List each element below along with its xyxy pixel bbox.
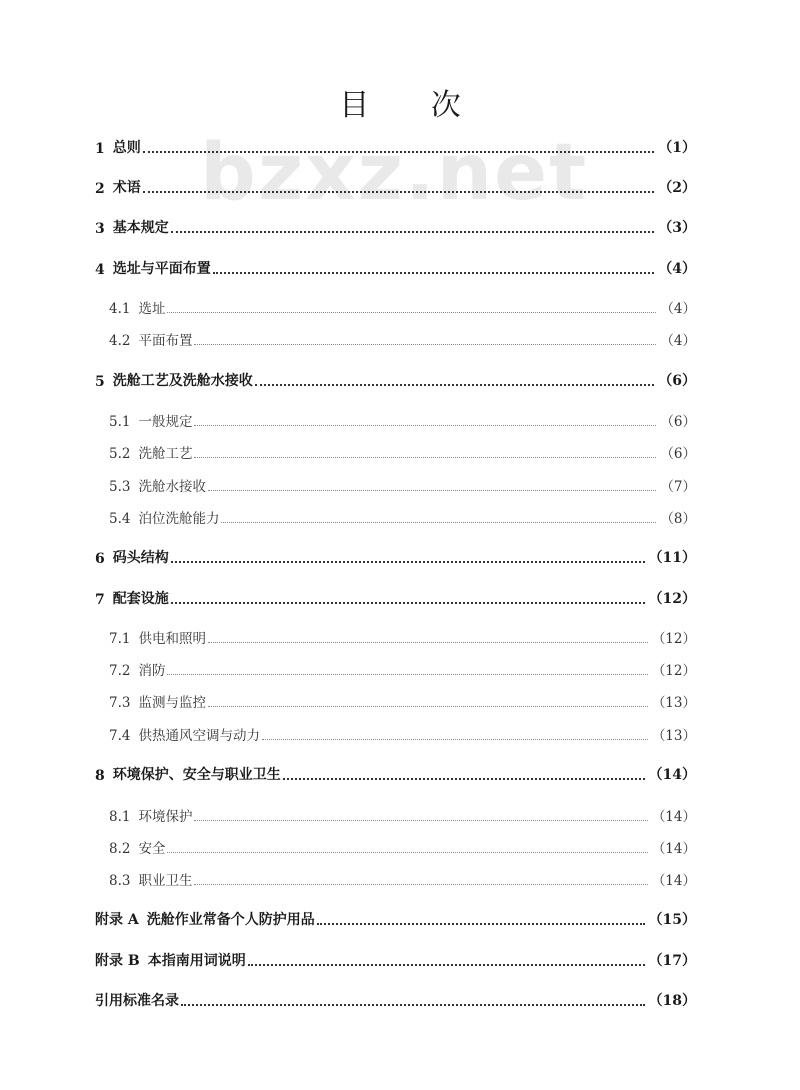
entry-label: 基本规定 [112, 220, 169, 236]
entry-page: （12） [651, 631, 696, 647]
toc-entry-8[interactable] [95, 764, 696, 784]
entry-number: 3 [95, 221, 105, 237]
entry-label: 洗舱作业常备个人防护用品 [146, 912, 315, 928]
toc-entry-1[interactable] [95, 137, 696, 157]
toc-entry-5-4[interactable] [109, 507, 696, 527]
dot-leader [208, 706, 648, 707]
entry-label: 码头结构 [112, 550, 169, 566]
entry-page: （4） [660, 333, 696, 349]
entry-label: 总则 [112, 140, 141, 156]
entry-page: （7） [660, 479, 696, 495]
toc-entry-7[interactable] [95, 588, 696, 608]
toc-entry-appendix-a[interactable] [95, 909, 696, 929]
entry-label: 引用标准名录 [95, 993, 179, 1009]
toc-entry-5-1[interactable] [109, 410, 696, 430]
entry-page: （17） [648, 953, 696, 969]
toc-entry-4-2[interactable] [109, 329, 696, 349]
entry-label: 平面布置 [138, 333, 193, 349]
toc-entry-5-2[interactable] [109, 442, 696, 462]
dot-leader [143, 151, 655, 153]
entry-label: 监测与监控 [138, 695, 206, 711]
entry-page: （4） [658, 261, 696, 277]
toc-entry-7-3[interactable] [109, 691, 696, 711]
entry-number: 4.2 [109, 333, 131, 349]
entry-page: （15） [648, 912, 696, 928]
entry-page: （12） [648, 591, 696, 607]
dot-leader [194, 344, 656, 345]
entry-number: 2 [95, 181, 105, 197]
entry-label: 安全 [138, 841, 166, 857]
entry-page: （13） [651, 695, 696, 711]
entry-label: 供电和照明 [138, 631, 206, 647]
dot-leader [221, 522, 656, 523]
entry-label: 洗舱工艺及洗舱水接收 [112, 373, 253, 389]
entry-page: （14） [651, 841, 696, 857]
entry-label: 泊位洗舱能力 [138, 511, 220, 527]
entry-page: （3） [658, 220, 696, 236]
entry-number: 8.1 [109, 809, 131, 825]
entry-number: 4 [95, 262, 105, 278]
dot-leader [262, 739, 648, 740]
dot-leader [194, 820, 647, 821]
entry-label: 职业卫生 [138, 873, 193, 889]
dot-leader [181, 1004, 645, 1006]
entry-number: 8 [95, 768, 105, 784]
entry-number: 7.1 [109, 631, 131, 647]
entry-number: 7.2 [109, 663, 131, 679]
entry-page: （2） [658, 180, 696, 196]
toc-entry-4[interactable] [95, 258, 696, 278]
entry-page: （13） [651, 728, 696, 744]
toc-entry-5-3[interactable] [109, 475, 696, 495]
dot-leader [143, 191, 655, 193]
entry-number: 附录 B [95, 953, 140, 969]
entry-number: 1 [95, 141, 105, 157]
entry-page: （6） [660, 414, 696, 430]
entry-label: 环境保护、安全与职业卫生 [112, 767, 281, 783]
entry-number: 5.3 [109, 479, 131, 495]
dot-leader [171, 231, 655, 233]
entry-label: 配套设施 [112, 591, 169, 607]
dot-leader [194, 425, 656, 426]
toc-entry-7-2[interactable] [109, 659, 696, 679]
dot-leader [283, 778, 645, 780]
toc-entry-3[interactable] [95, 217, 696, 237]
dot-leader [167, 674, 647, 675]
entry-number: 5.2 [109, 446, 131, 462]
toc-entry-7-1[interactable] [109, 627, 696, 647]
dot-leader [194, 884, 647, 885]
entry-number: 7 [95, 592, 105, 608]
dot-leader [171, 561, 645, 563]
toc-entry-8-3[interactable] [109, 869, 696, 889]
dot-leader [208, 490, 656, 491]
dot-leader [167, 312, 656, 313]
entry-page: （6） [660, 446, 696, 462]
entry-number: 5.4 [109, 511, 131, 527]
entry-label: 选址 [138, 301, 166, 317]
entry-page: （4） [660, 301, 696, 317]
entry-page: （1） [658, 140, 696, 156]
entry-number: 6 [95, 551, 105, 567]
toc-entry-8-1[interactable] [109, 805, 696, 825]
dot-leader [255, 384, 655, 386]
entry-label: 洗舱水接收 [138, 479, 206, 495]
dot-leader [317, 923, 645, 925]
entry-page: （8） [660, 511, 696, 527]
toc-entry-6[interactable] [95, 547, 696, 567]
toc-entry-7-4[interactable] [109, 724, 696, 744]
entry-number: 附录 A [95, 912, 139, 928]
entry-page: （14） [651, 873, 696, 889]
entry-page: （18） [648, 993, 696, 1009]
entry-page: （6） [658, 373, 696, 389]
toc-entry-8-2[interactable] [109, 837, 696, 857]
entry-page: （12） [651, 663, 696, 679]
toc-entry-appendix-b[interactable] [95, 950, 696, 970]
dot-leader [213, 272, 655, 274]
page-title: 目 次 [339, 88, 487, 123]
dot-leader [248, 964, 645, 966]
entry-page: （14） [648, 767, 696, 783]
toc-entry-2[interactable] [95, 177, 696, 197]
entry-number: 7.4 [109, 728, 131, 744]
entry-page: （14） [651, 809, 696, 825]
entry-label: 本指南用词说明 [147, 953, 246, 969]
dot-leader [171, 602, 645, 604]
watermark: bzxz.net [200, 128, 589, 218]
entry-label: 供热通风空调与动力 [138, 728, 260, 744]
entry-label: 选址与平面布置 [112, 261, 211, 277]
entry-label: 消防 [138, 663, 166, 679]
entry-number: 5.1 [109, 414, 131, 430]
toc-entry-4-1[interactable] [109, 297, 696, 317]
entry-number: 4.1 [109, 301, 131, 317]
entry-number: 8.2 [109, 841, 131, 857]
entry-number: 7.3 [109, 695, 131, 711]
entry-label: 一般规定 [138, 414, 193, 430]
dot-leader [208, 642, 648, 643]
toc-entry-5[interactable] [95, 370, 696, 390]
entry-label: 洗舱工艺 [138, 446, 193, 462]
dot-leader [194, 457, 656, 458]
toc-entry-references[interactable] [95, 990, 696, 1010]
entry-page: （11） [648, 550, 696, 566]
dot-leader [167, 852, 647, 853]
entry-label: 术语 [112, 180, 141, 196]
entry-number: 5 [95, 374, 105, 390]
entry-number: 8.3 [109, 873, 131, 889]
entry-label: 环境保护 [138, 809, 193, 825]
